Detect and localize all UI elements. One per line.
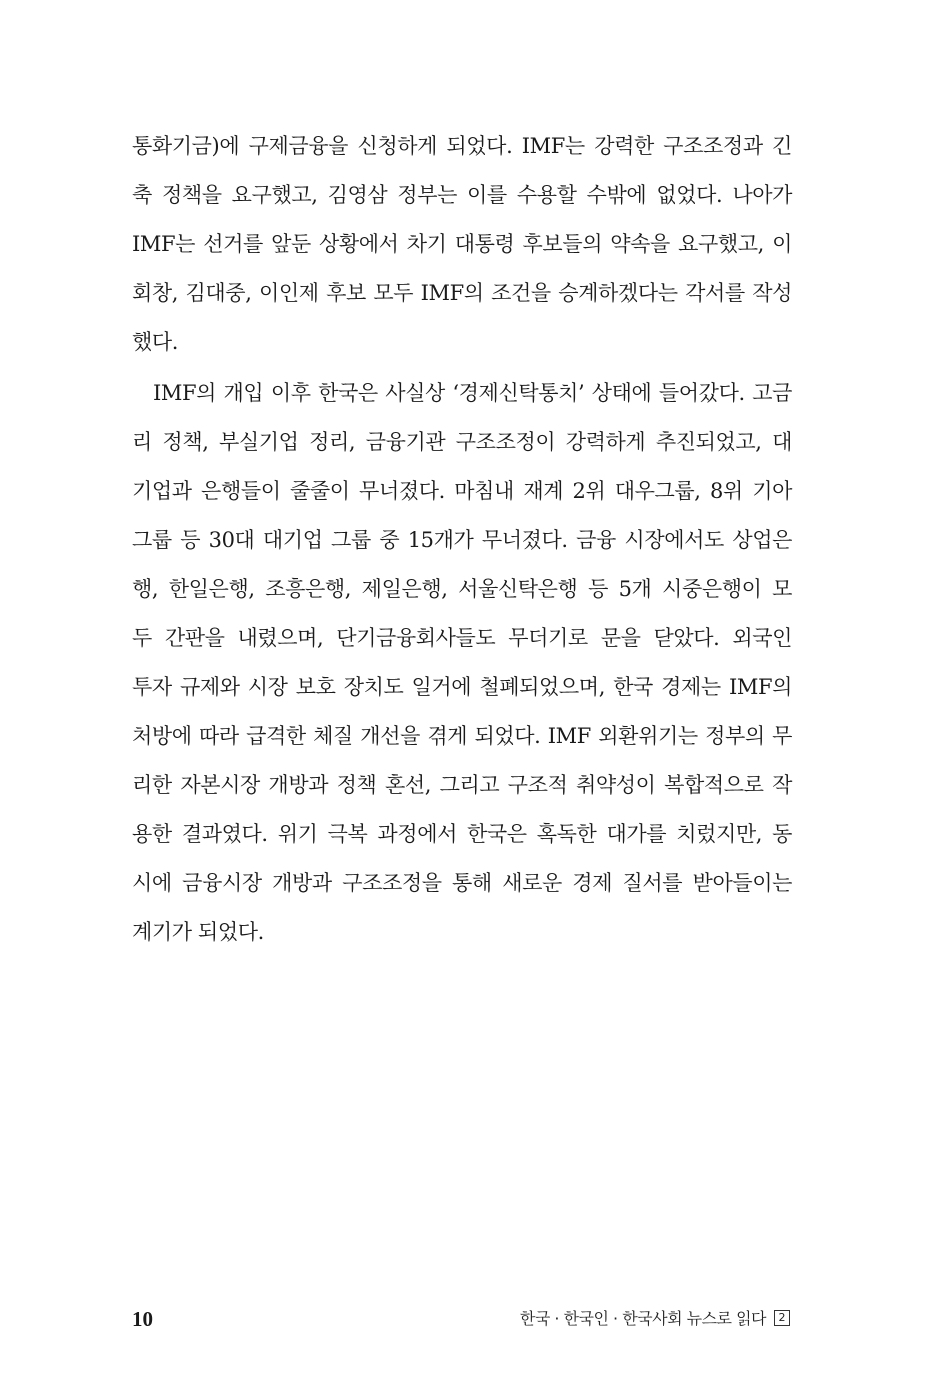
text-line: 통화기금)에 구제금융을 신청하게 되었다. IMF는 강력한 구조조정과 긴	[132, 134, 792, 158]
text-line: 시에 금융시장 개방과 구조조정을 통해 새로운 경제 질서를 받아들이는	[132, 871, 792, 895]
text-line: 리한 자본시장 개방과 정책 혼선, 그리고 구조적 취약성이 복합적으로 작	[132, 773, 792, 797]
paragraph-1	[132, 122, 792, 367]
text-line: 회창, 김대중, 이인제 후보 모두 IMF의 조건을 승계하겠다는 각서를 작성	[132, 281, 792, 305]
paragraph-2	[132, 369, 792, 957]
text-line: 했다.	[132, 330, 179, 354]
text-line: 축 정책을 요구했고, 김영삼 정부는 이를 수용할 수밖에 없었다. 나아가	[132, 183, 792, 207]
text-line: 리 정책, 부실기업 정리, 금융기관 구조조정이 강력하게 추진되었고, 대	[132, 430, 792, 454]
text-line: IMF는 선거를 앞둔 상황에서 차기 대통령 후보들의 약속을 요구했고, 이	[132, 232, 792, 256]
text-line: 그룹 등 30대 대기업 그룹 중 15개가 무너졌다. 금융 시장에서도 상업은	[132, 528, 792, 552]
text-line: 계기가 되었다.	[132, 920, 264, 944]
text-line: 행, 한일은행, 조흥은행, 제일은행, 서울신탁은행 등 5개 시중은행이 모	[132, 577, 792, 601]
text-line: 기업과 은행들이 줄줄이 무너졌다. 마침내 재계 2위 대우그룹, 8위 기아	[132, 479, 792, 503]
text-line: 두 간판을 내렸으며, 단기금융회사들도 무더기로 문을 닫았다. 외국인	[132, 626, 792, 650]
text-line: 용한 결과였다. 위기 극복 과정에서 한국은 혹독한 대가를 치렀지만, 동	[132, 822, 792, 846]
page-body	[132, 122, 792, 957]
text-line: IMF의 개입 이후 한국은 사실상 ‘경제신탁통치’ 상태에 들어갔다. 고금	[153, 381, 792, 405]
page-number: 10	[132, 1307, 153, 1331]
running-title: 한국 · 한국인 · 한국사회 뉴스로 읽다	[519, 1309, 766, 1328]
volume-badge: 2	[774, 1310, 790, 1326]
text-line: 투자 규제와 시장 보호 장치도 일거에 철폐되었으며, 한국 경제는 IMF의	[132, 675, 792, 699]
text-line: 처방에 따라 급격한 체질 개선을 겪게 되었다. IMF 외환위기는 정부의 무	[132, 724, 792, 748]
page-footer	[132, 1305, 792, 1333]
